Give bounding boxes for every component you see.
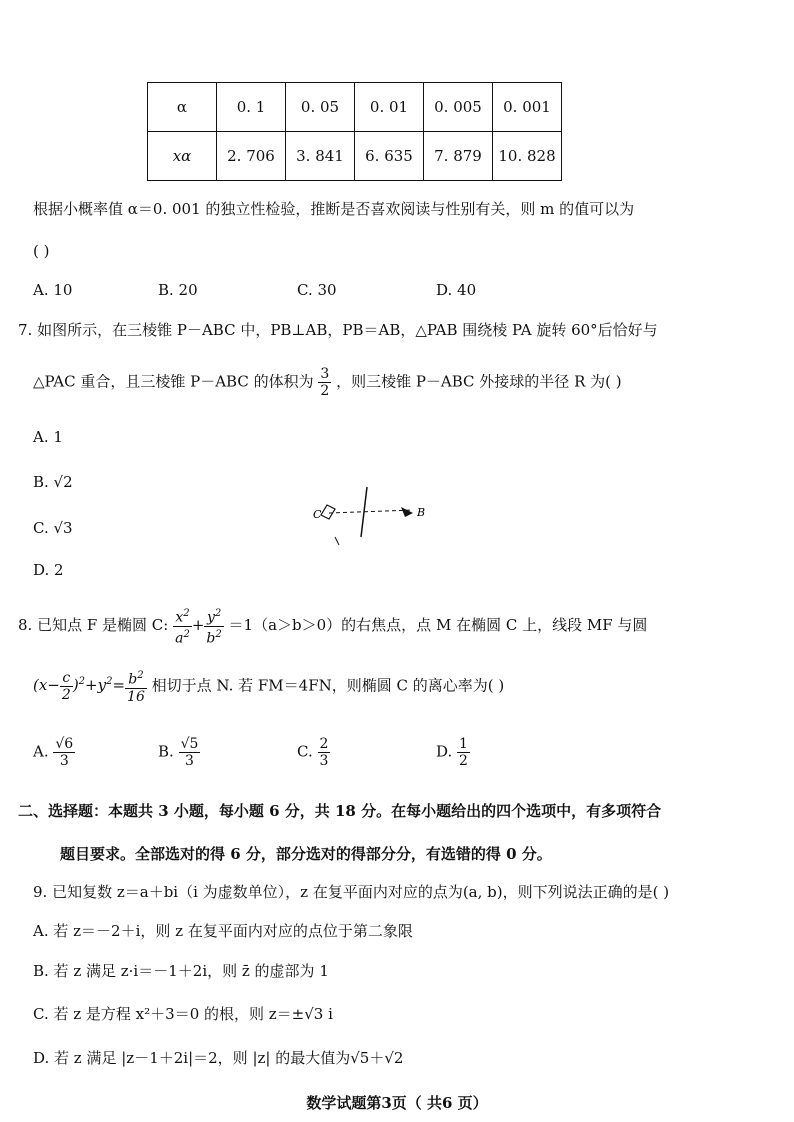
table-cell: 3. 841 <box>286 132 355 181</box>
fraction-denominator: 3 <box>185 753 194 769</box>
fraction-denominator: 2 <box>459 753 468 769</box>
table-cell: xα <box>148 132 217 181</box>
q7-line1: 7. 如图所示，在三棱锥 P－ABC 中，PB⊥AB，PB＝AB，△PAB 围绕棱 PA 旋转 60°后恰好与 <box>18 321 658 339</box>
vertex-label-b: B <box>417 506 426 519</box>
q8-line1: 8. 已知点 F 是椭圆 C: $\frac{x^2}{a^2}$ + $\frac{y^2}{b^2}$ ＝1（a＞b＞0）的右焦点，点 M 在椭圆 C 上，线段 MF 与圆 <box>18 608 648 647</box>
option-label: A. <box>33 742 49 761</box>
option-label: B. <box>158 742 174 761</box>
fraction-denominator: 3 <box>319 753 329 769</box>
q8-line1-pre: 8. 已知点 F 是椭圆 C: <box>18 616 169 635</box>
q7-line2 <box>33 366 622 399</box>
table-cell: 10. 828 <box>493 132 562 181</box>
pyramid-figure <box>305 425 445 555</box>
fraction-numerator: 1 <box>459 736 468 752</box>
vertex-mark <box>401 507 413 517</box>
q7-option-b: B. √2 <box>33 473 73 491</box>
table-cell: 0. 001 <box>493 83 562 132</box>
q8-option-c <box>297 736 330 769</box>
fraction-numerator: 3 <box>320 366 330 382</box>
q7-option-a: A. 1 <box>33 428 63 446</box>
section2-heading-line1: 二、选择题：本题共 3 小题，每小题 6 分，共 18 分。在每小题给出的四个选项中，有多项符合 <box>18 802 662 820</box>
fraction-denominator: 3 <box>59 753 69 769</box>
q9-option-c: C. 若 z 是方程 x²＋3＝0 的根，则 z＝±√3 i <box>33 1005 333 1023</box>
fraction-numerator: √5 <box>180 736 199 752</box>
q8-option-b <box>158 736 200 769</box>
q9-option-a: A. 若 z＝－2＋i，则 z 在复平面内对应的点位于第二象限 <box>33 922 413 940</box>
q6-option-d: D. 40 <box>436 281 477 299</box>
table-cell: 2. 706 <box>217 132 286 181</box>
table-cell: 0. 1 <box>217 83 286 132</box>
q7-option-c: C. √3 <box>33 519 73 537</box>
q8-line2-post: 相切于点 N. 若 FM＝4FN，则椭圆 C 的离心率为( ) <box>151 676 505 695</box>
vertex-label-c: C <box>313 508 322 521</box>
ellipse-x-term: $\frac{x^2}{a^2}$ <box>175 608 190 647</box>
q9-stem: 9. 已知复数 z＝a＋bi（i 为虚数单位），z 在复平面内对应的点为(a, b)，则下列说法正确的是( ) <box>33 883 670 901</box>
right-angle-mark <box>321 505 335 519</box>
q7-line2-pre: △PAC 重合，且三棱锥 P－ABC 的体积为 <box>33 372 314 391</box>
page-footer: 数学试题第3页（ 共6 页） <box>306 1094 488 1112</box>
q8-line1-post: ＝1（a＞b＞0）的右焦点，点 M 在椭圆 C 上，线段 MF 与圆 <box>228 616 648 635</box>
q8-option-d <box>436 736 470 769</box>
q8-option-a <box>33 736 75 769</box>
table-cell: 0. 01 <box>355 83 424 132</box>
fraction-denominator: 2 <box>320 383 330 399</box>
ellipse-y-term: $\frac{y^2}{b^2}$ <box>206 608 222 647</box>
table-cell: 0. 05 <box>286 83 355 132</box>
q6-option-c: C. 30 <box>297 281 337 299</box>
table-cell: 7. 879 <box>424 132 493 181</box>
table-cell: α <box>148 83 217 132</box>
edge-line <box>335 537 339 545</box>
q6-option-a: A. 10 <box>33 281 73 299</box>
circle-equation: (x− $\frac{c}{2}$ )$^2+y^2=$ $\frac{b^2}{16}$ <box>33 669 145 705</box>
table-cell: 6. 635 <box>355 132 424 181</box>
critical-value-table <box>147 82 562 181</box>
q6-option-b: B. 20 <box>158 281 198 299</box>
q6-paren: ( ) <box>33 242 50 260</box>
q9-option-b: B. 若 z 满足 z·i＝－1＋2i，则 z̄ 的虚部为 1 <box>33 962 329 980</box>
q8-line2 <box>33 668 504 705</box>
option-label: D. <box>436 742 453 761</box>
q7-line2-post: ，则三棱锥 P－ABC 外接球的半径 R 为( ) <box>336 372 622 391</box>
fraction-numerator: √6 <box>55 736 74 752</box>
q6-stem: 根据小概率值 α＝0. 001 的独立性检验，推断是否喜欢阅读与性别有关，则 m 的值可以为 <box>33 200 635 218</box>
table-row <box>148 83 562 132</box>
edge-line <box>329 510 413 513</box>
table-cell: 0. 005 <box>424 83 493 132</box>
q9-option-d: D. 若 z 满足 |z－1＋2i|＝2，则 |z| 的最大值为√5＋√2 <box>33 1049 404 1067</box>
option-label: C. <box>297 742 313 761</box>
table-row <box>148 132 562 181</box>
volume-fraction <box>318 366 331 399</box>
fraction-numerator: 2 <box>319 736 329 752</box>
section2-heading-line2: 题目要求。全部选对的得 6 分，部分选对的得部分分，有选错的得 0 分。 <box>60 845 552 863</box>
q7-option-d: D. 2 <box>33 561 64 579</box>
